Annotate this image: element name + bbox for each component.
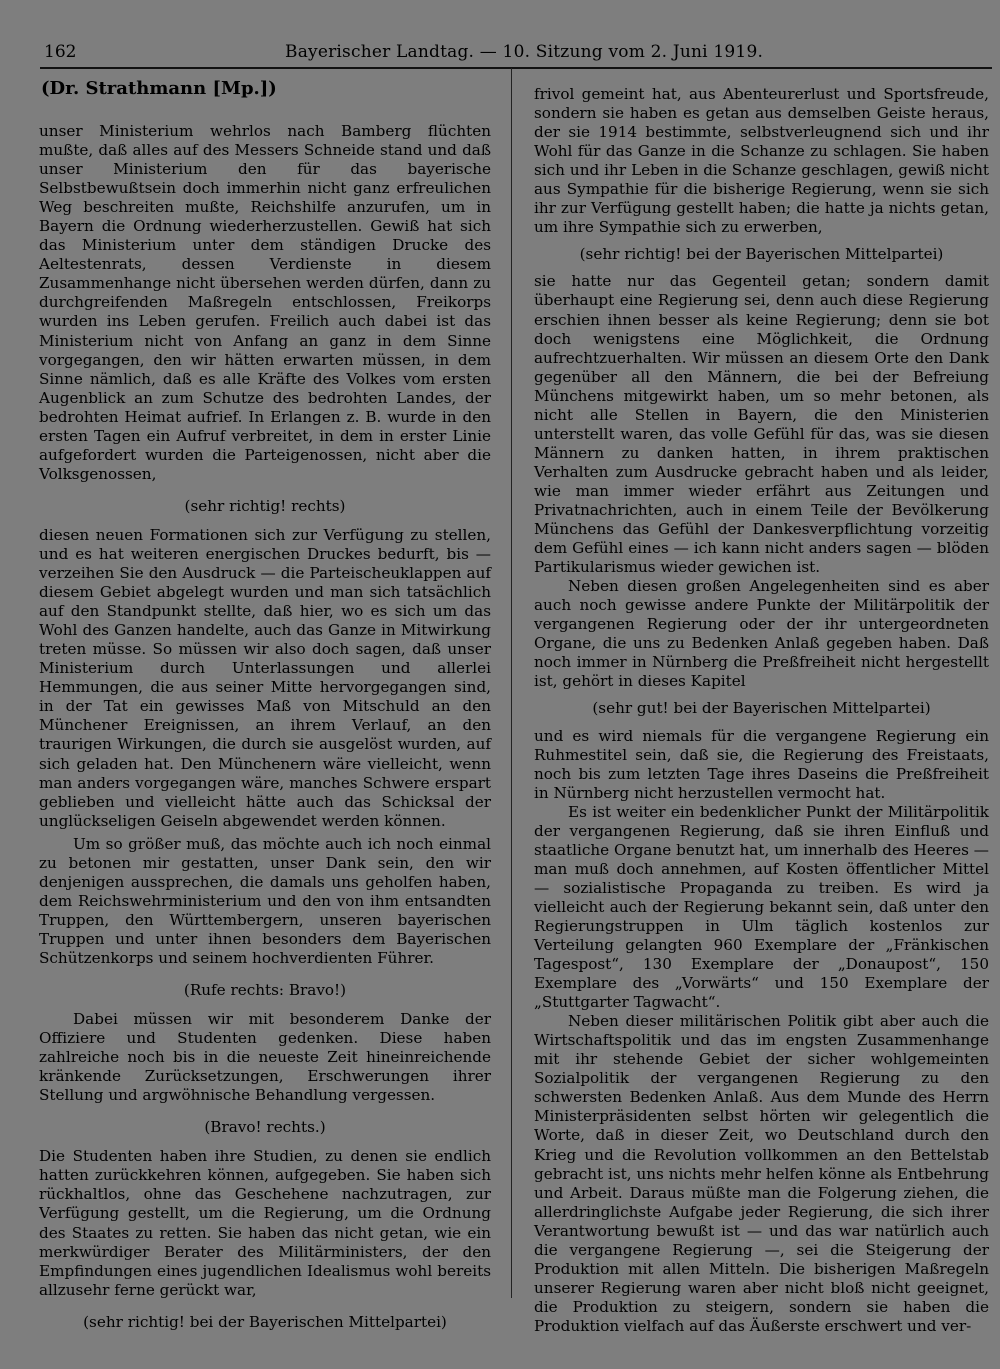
paragraph: Die Studenten haben ihre Studien, zu denen sie endlich hatten zurückkehren können, aufgegeben. Sie haben sich rückhaltlos, ohne das Geschehene nachzutragen, zur Verfügung gestellt, um die Regierung, um die Ordnung des Staates zu retten. Sie haben das nicht getan, wie ein merkwürdiger Berater des Militärministers, der den Empfindungen eines jugendlichen Idealismus wohl bereits allzusehr ferne gerückt war, [39,1147,491,1299]
interjection: (sehr richtig! rechts) [184,496,346,515]
paragraph: diesen neuen Formationen sich zur Verfügung zu stellen, und es hat weiteren energischen Druckes bedurft, bis — verzeihen Sie den Ausdruck — die Parteischeuklappen auf diesem Gebiet abgelegt wurden und man sich tatsächlich auf den Standpunkt stellte, daß hier, wo es sich um das Wohl des Ganzen handelte, auch das Ganze in Mitwirkung treten müsse. So müssen wir also doch sagen, daß unser Ministerium durch Unterlassungen und allerlei Hemmungen, die aus seiner Mitte hervorgegangen sind, in der Tat ein gewisses Maß von Mitschuld an den Münchener Ereignissen, an ihrem Verlauf, an den traurigen Wirkungen, die durch sie ausgelöst wurden, auf sich geladen hat. Den Münchenern wäre vielleicht, wenn man anders vorgegangen wäre, manches Schwere erspart geblieben und vielleicht hätte auch das Schicksal der unglückseligen Geiseln abgewendet werden können. [39,525,491,830]
right-column [534,85,989,1336]
paragraph: Es ist weiter ein bedenklicher Punkt der Militärpolitik der vergangenen Regierung, daß sie ihren Einfluß und staatliche Organe benutzt hat, um innerhalb des Heeres — man muß doch annehmen, auf Kosten öffentlicher Mittel — sozialistische Propaganda zu treiben. Es wird ja vielleicht auch der Regierung bekannt sein, daß unter den Regierungstruppen in Ulm täglich kostenlos zur Verteilung gelangten 960 Exemplare der „Fränkischen Tagespost“, 130 Exemplare der „Donaupost“, 150 Exemplare des „Vorwärts“ und 150 Exemplare der „Stuttgarter Tagwacht“. [534,802,989,1012]
interjection: (sehr richtig! bei der Bayerischen Mittelpartei) [83,1312,447,1331]
page-header [40,38,990,66]
header-rule [40,67,992,69]
column-divider [511,68,512,1298]
running-title: Bayerischer Landtag. — 10. Sitzung vom 2. Juni 1919. [285,42,764,62]
paragraph: Neben diesen großen Angelegenheiten sind es aber auch noch gewisse andere Punkte der Militärpolitik der vergangenen Regierung oder der ihr untergeordneten Organe, die uns zu Bedenken Anlaß gegeben haben. Daß noch immer in Nürnberg die Preßfreiheit nicht hergestellt ist, gehört in dieses Kapitel [534,577,989,691]
paragraph: frivol gemeint hat, aus Abenteurerlust und Sportsfreude, sondern sie haben es getan aus demselben Geiste heraus, der sie 1914 bestimmte, selbstverleugnend sich und ihr Wohl für das Ganze in die Schanze zu schlagen. Sie haben sich und ihr Leben in die Schanze geschlagen, gewiß nicht aus Sympathie für die bisherige Regierung, wenn sie sich ihr zur Verfügung gestellt haben; die hatte ja nichts getan, um ihre Sympathie sich zu erwerben, [534,85,989,237]
paragraph: Dabei müssen wir mit besonderem Danke der Offiziere und Studenten gedenken. Diese haben zahlreiche noch bis in die neueste Zeit hineinreichende kränkende Zurücksetzungen, Erschwerungen ihrer Stellung und argwöhnische Behandlung vergessen. [39,1010,491,1105]
paragraph: Um so größer muß, das möchte auch ich noch einmal zu betonen mir gestatten, unser Dank sein, den wir denjenigen aussprechen, die damals uns geholfen haben, dem Reichswehrministerium und den von ihm entsandten Truppen, den Württembergern, unseren bayerischen Truppen und unter ihnen besonders dem Bayerischen Schützenkorps und seinem hochverdienten Führer. [39,834,491,967]
speaker-name: (Dr. Strathmann [Mp.]) [41,78,277,99]
paragraph: und es wird niemals für die vergangene Regierung ein Ruhmestitel sein, daß sie, die Regierung des Freistaats, noch bis zum letzten Tage ihres Daseins die Preßfreiheit in Nürnberg nicht herzustellen vermocht hat. [534,726,989,802]
interjection: (sehr richtig! bei der Bayerischen Mittelpartei) [579,245,944,264]
page-number: 162 [44,42,77,62]
interjection: (Bravo! rechts.) [204,1118,326,1137]
paragraph: sie hatte nur das Gegenteil getan; sondern damit überhaupt eine Regierung sei, denn auch diese Regierung erschien ihnen besser als keine Regierung; denn sie bot doch wenigstens eine Möglichkeit, die Ordnung aufrechtzuerhalten. Wir müssen an diesem Orte den Dank gegenüber all den Männern, die bei der Befreiung Münchens mitgewirkt haben, um so mehr betonen, als nicht alle Stellen in Bayern, die den Ministerien unterstellt waren, das volle Gefühl für das, was sie diesen Männern zu danken hatten, in ihrem praktischen Verhalten zum Ausdrucke gebracht haben und als leider, wie man immer wieder erfährt aus Zeitungen und Privatnachrichten, auch in einem Teile der Bevölkerung Münchens das Gefühl der Dankesverpflichtung vorzeitig dem Gefühl eines — ich kann nicht anders sagen — blöden Partikularismus wieder gewichen ist. [534,272,989,577]
paragraph: unser Ministerium wehrlos nach Bamberg flüchten mußte, daß alles auf des Messers Schneide stand und daß unser Ministerium den für das bayerische Selbstbewußtsein doch immerhin nicht ganz erfreulichen Weg beschreiten mußte, Reichshilfe anzurufen, um in Bayern die Ordnung wiederherzustellen. Gewiß hat sich das Ministerium unter dem ständigen Drucke des Aeltestenrats, dessen Verdienste in diesem Zusammenhange nicht übersehen werden dürfen, dann zu durchgreifenden Maßregeln entschlossen, Freikorps wurden ins Leben gerufen. Freilich auch dabei ist das Ministerium nicht von Anfang an ganz in dem Sinne vorgegangen, den wir hätten erwarten müssen, in dem Sinne nämlich, daß es alle Kräfte des Volkes vom ersten Augenblick an zum Schutze des bedrohten Landes, der bedrohten Heimat aufrief. In Erlangen z. B. wurde in den ersten Tagen ein Aufruf verbreitet, in dem in erster Linie aufgefordert wurden die Parteigenossen, nicht aber die Volksgenossen, [39,122,491,483]
interjection: (sehr gut! bei der Bayerischen Mittelpartei) [592,699,931,718]
paragraph: Neben dieser militärischen Politik gibt aber auch die Wirtschaftspolitik und das im engsten Zusammenhange mit ihr stehende Gebiet der sicher wohlgemeinten Sozialpolitik der vergangenen Regierung zu den schwersten Bedenken Anlaß. Aus dem Munde des Herrn Ministerpräsidenten selbst hörten wir gelegentlich die Worte, daß in dieser Zeit, wo Deutschland durch den Krieg und die Revolution vollkommen an den Bettelstab gebracht ist, uns nichts mehr helfen könne als Entbehrung und Arbeit. Daraus müßte man die Folgerung ziehen, die allerdringlichste Aufgabe jeder Regierung, die sich ihrer Verantwortung bewußt ist — und das war natürlich auch die vergangene Regierung —, sei die Steigerung der Produktion mit allen Mitteln. Die bisherigen Maßregeln unserer Regierung waren aber nicht bloß nicht geeignet, die Produktion zu steigern, sondern sie haben die Produktion vielfach auf das Äußerste erschwert und ver- [534,1012,989,1335]
interjection: (Rufe rechts: Bravo!) [183,981,347,1000]
left-column [39,74,491,1342]
